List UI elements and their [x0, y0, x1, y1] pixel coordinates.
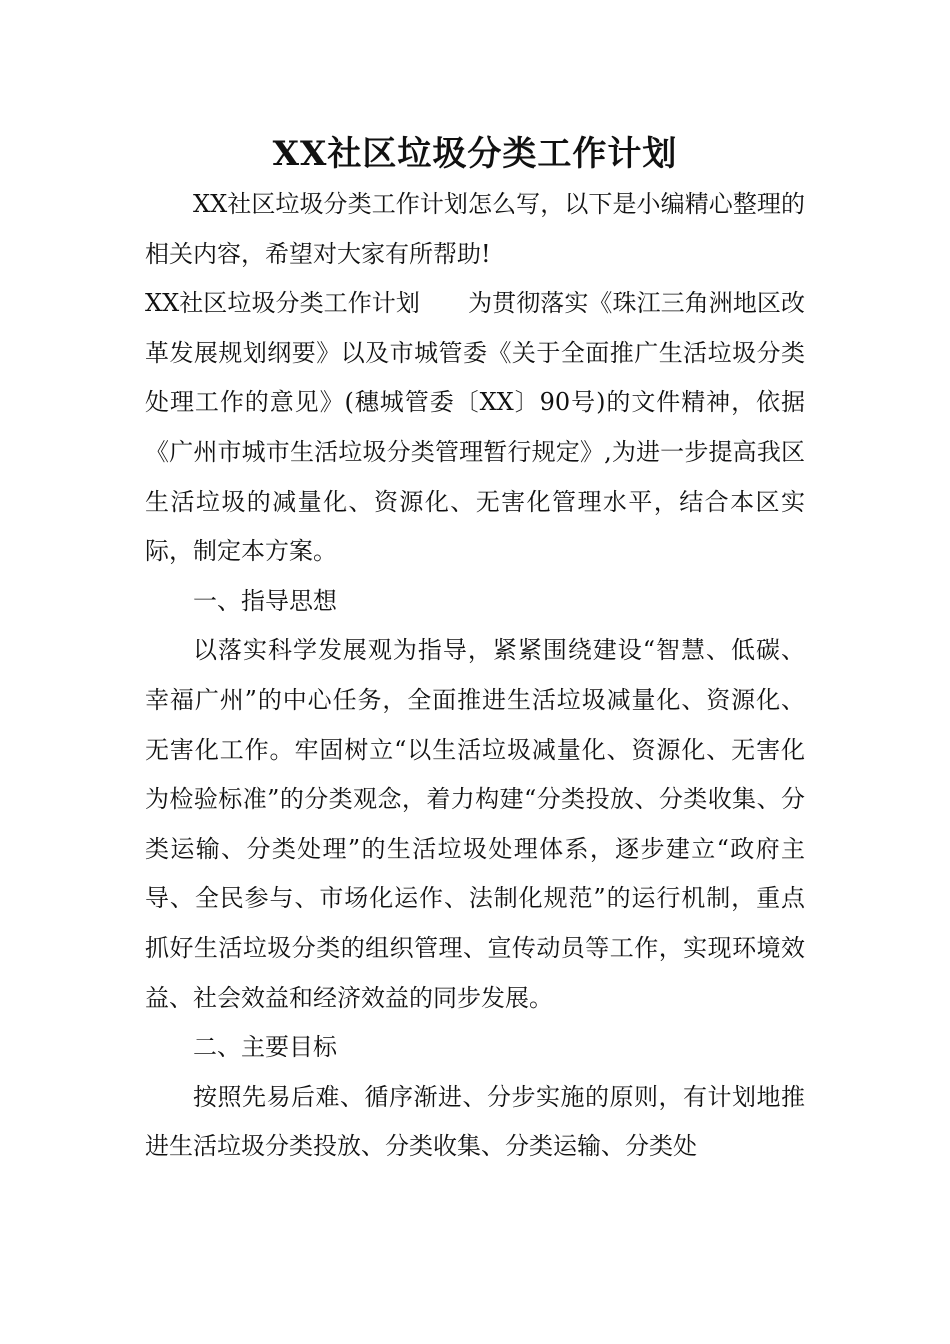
document-title: XX社区垃圾分类工作计划 [272, 134, 678, 174]
paragraph-main-goals: 按照先易后难、循序渐进、分步实施的原则，有计划地推进生活垃圾分类投放、分类收集、分类运输、分类处 [145, 1082, 805, 1161]
paragraph-guiding-ideology: 以落实科学发展观为指导，紧紧围绕建设“智慧、低碳、幸福广州”的中心任务，全面推进生活垃圾减量化、资源化、无害化工作。牢固树立“以生活垃圾减量化、资源化、无害化为检验标准”的分类观念，着力构建“分类投放、分类收集、分类运输、分类处理”的生活垃圾处理体系，逐步建立“政府主导、全民参与、市场化运作、法制化规范”的运行机制，重点抓好生活垃圾分类的组织管理、宣传动员等工作，实现环境效益、社会效益和经济效益的同步发展。 [145, 636, 805, 1012]
paragraph-intro: XX社区垃圾分类工作计划怎么写，以下是小编精心整理的相关内容，希望对大家有所帮助! [145, 190, 805, 268]
section-heading-guiding-ideology: 一、指导思想 [193, 586, 337, 615]
document-page [145, 130, 805, 1172]
section-heading-main-goals: 二、主要目标 [193, 1033, 337, 1062]
paragraph-purpose: XX社区垃圾分类工作计划 为贯彻落实《珠江三角洲地区改革发展规划纲要》以及市城管委《关于全面推广生活垃圾分类处理工作的意见》(穗城管委〔XX〕90号)的文件精神，依据《广州市城市生活垃圾分类管理暂行规定》,为进一步提高我区生活垃圾的减量化、资源化、无害化管理水平，结合本区实际，制定本方案。 [145, 289, 805, 566]
